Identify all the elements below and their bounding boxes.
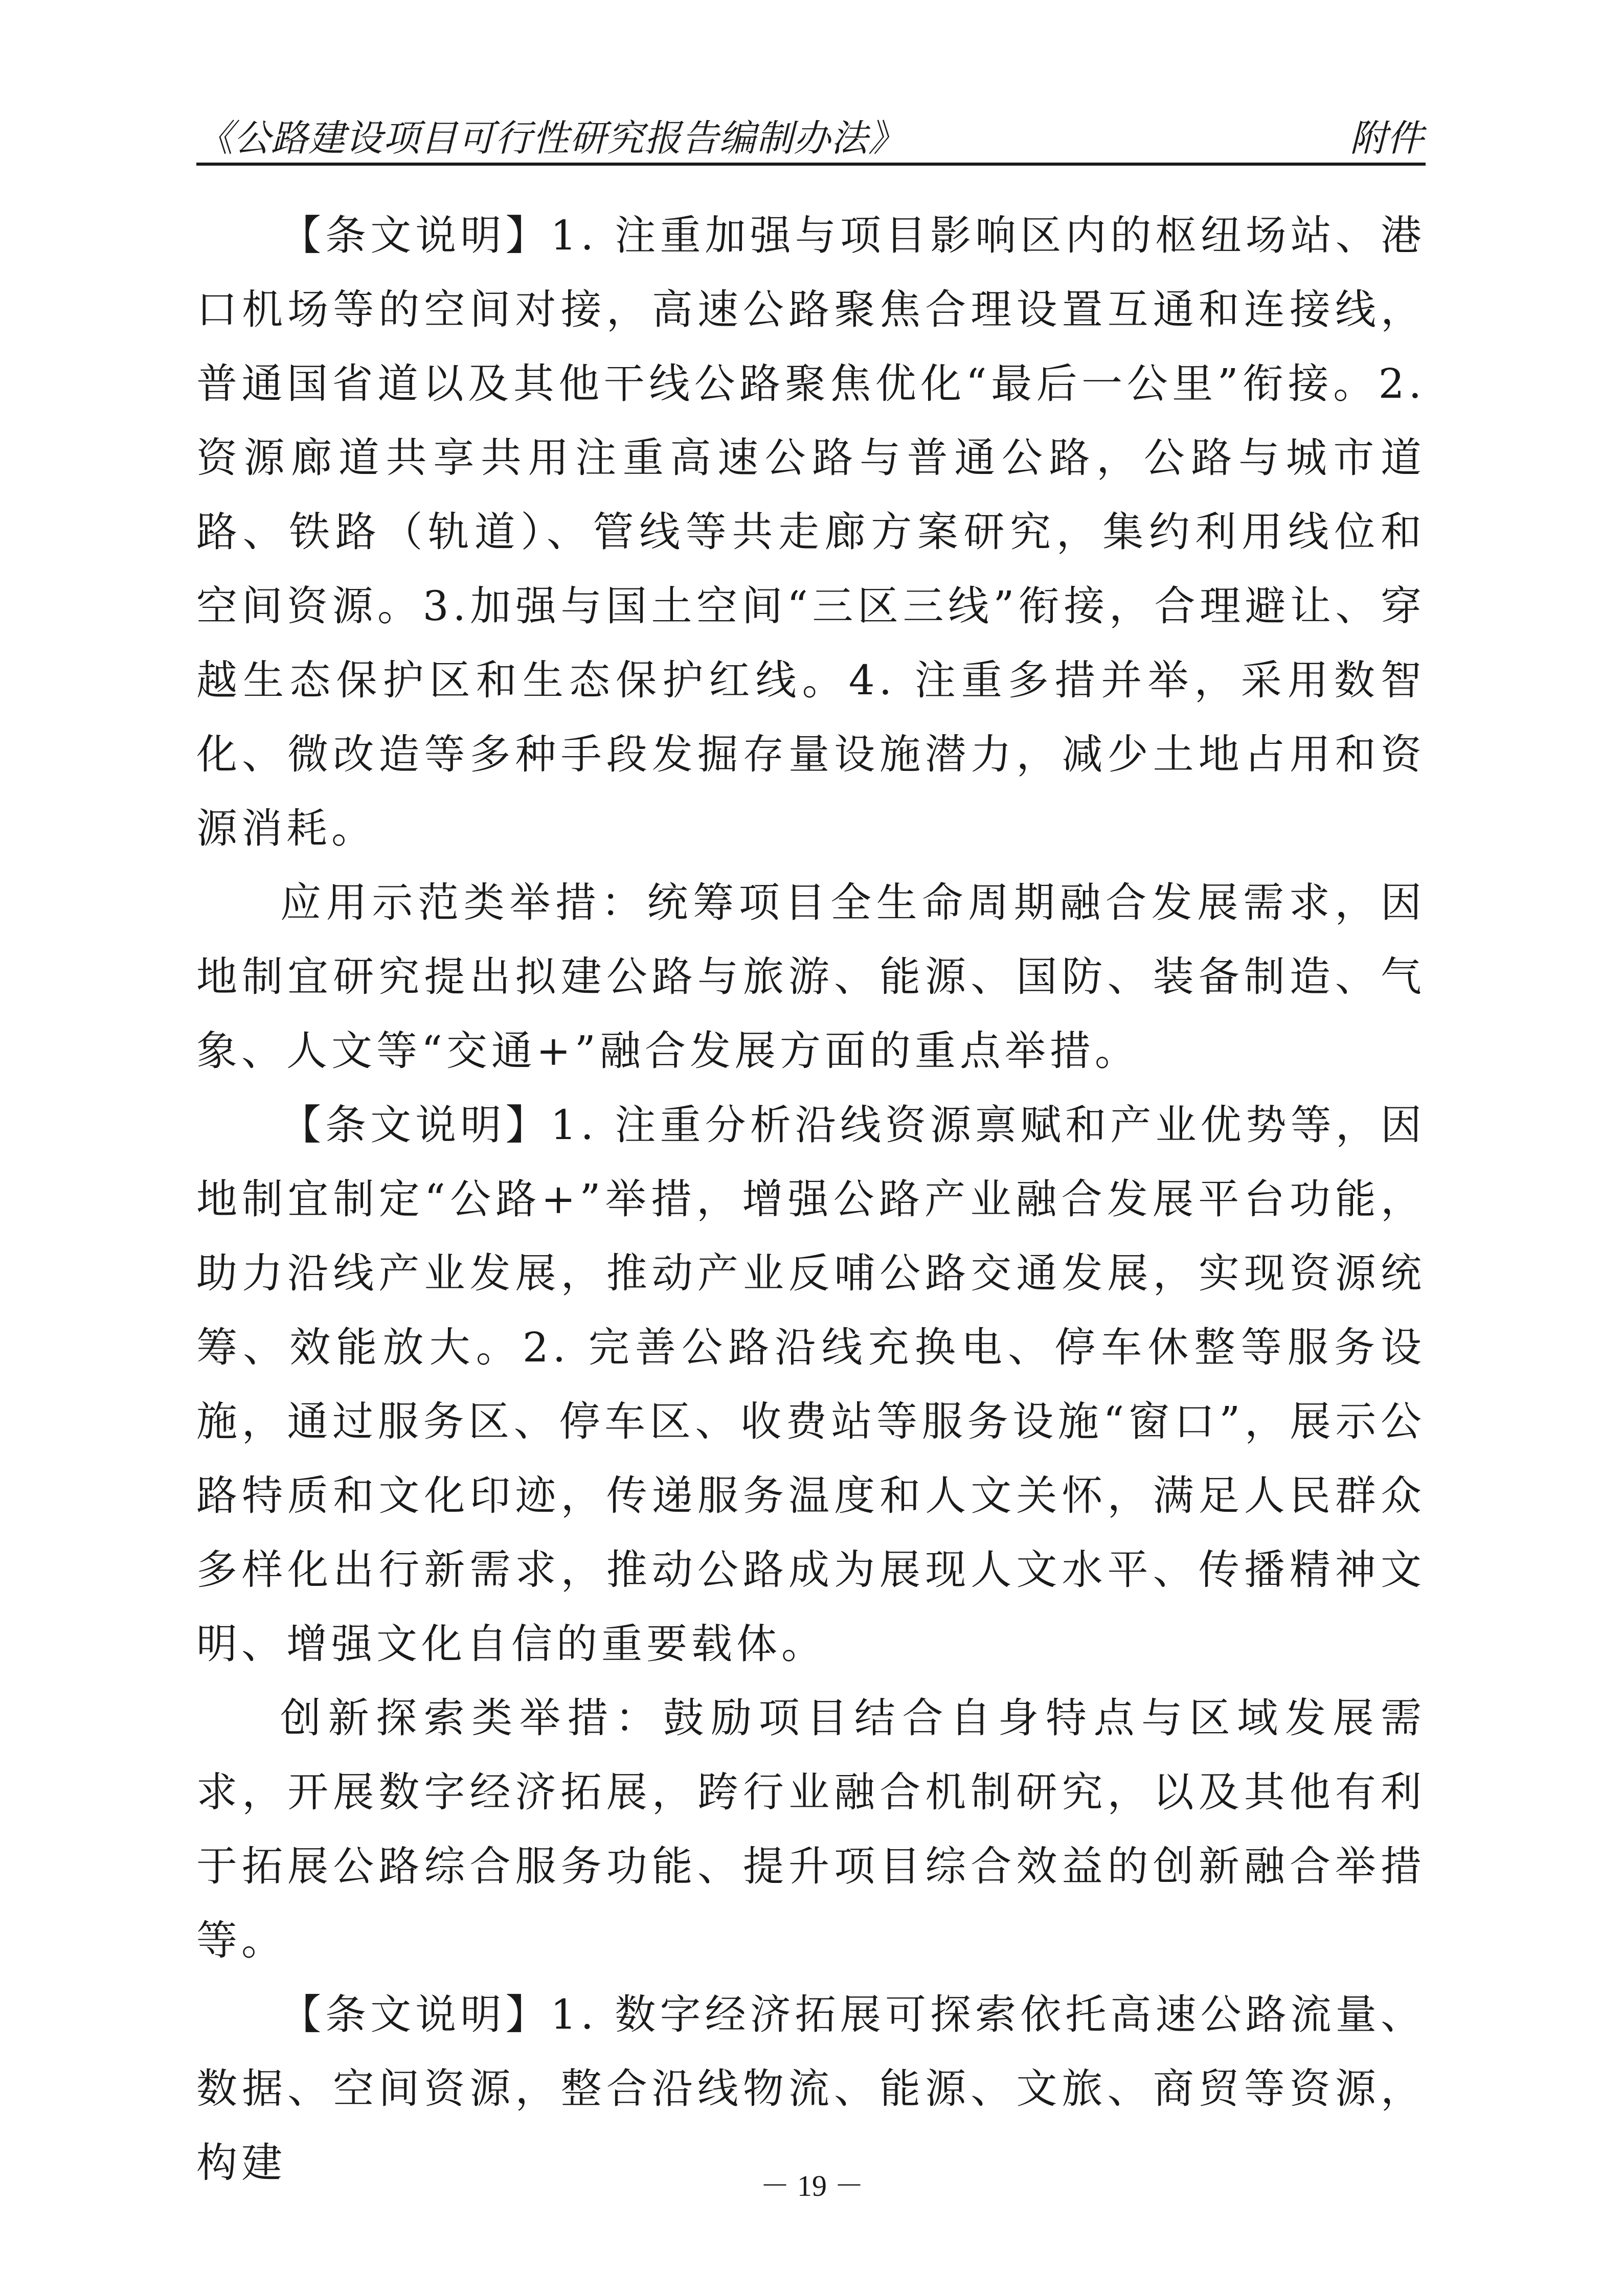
paragraph-clause-note-1: 【条文说明】1. 注重加强与项目影响区内的枢纽场站、港口机场等的空间对接，高速公路聚焦合理设置互通和连接线，普通国省道以及其他干线公路聚焦优化“最后一公里”衔接。2. 资源廊道共享共用注重高速公路与普通公路，公路与城市道路、铁路（轨道）、管线等共走廊方案研究，集约利用线位和空间资源。3.加强与国土空间“三区三线”衔接，合理避让、穿越生态保护区和生态保护红线。4. 注重多措并举，采用数智化、微改造等多种手段发掘存量设施潜力，减少土地占用和资源消耗。 <box>196 212 1426 852</box>
paragraph-innovation-measures: 创新探索类举措：鼓励项目结合自身特点与区域发展需求，开展数字经济拓展，跨行业融合机制研究，以及其他有利于拓展公路综合服务功能、提升项目综合效益的创新融合举措等。 <box>196 1694 1426 1964</box>
header-divider <box>196 163 1426 166</box>
page-number: － 19 － <box>760 2169 864 2202</box>
running-header <box>196 112 1424 164</box>
body-text <box>196 198 1426 2200</box>
header-attachment-label: 附件 <box>1349 117 1424 160</box>
header-document-title: 《公路建设项目可行性研究报告编制办法》 <box>196 117 906 160</box>
paragraph-clause-note-2: 【条文说明】1. 注重分析沿线资源禀赋和产业优势等，因地制宜制定“公路+”举措，增强公路产业融合发展平台功能，助力沿线产业发展，推动产业反哺公路交通发展，实现资源统筹、效能放大。2. 完善公路沿线充换电、停车休整等服务设施，通过服务区、停车区、收费站等服务设施“窗口”，展示公路特质和文化印迹，传递服务温度和人文关怀，满足人民群众多样化出行新需求，推动公路成为展现人文水平、传播精神文明、增强文化自信的重要载体。 <box>196 1101 1426 1668</box>
paragraph-clause-note-3: 【条文说明】1. 数字经济拓展可探索依托高速公路流量、数据、空间资源，整合沿线物流、能源、文旅、商贸等资源，构建 <box>196 1991 1426 2187</box>
paragraph-application-measures: 应用示范类举措：统筹项目全生命周期融合发展需求，因地制宜研究提出拟建公路与旅游、能源、国防、装备制造、气象、人文等“交通+”融合发展方面的重点举措。 <box>196 879 1426 1075</box>
